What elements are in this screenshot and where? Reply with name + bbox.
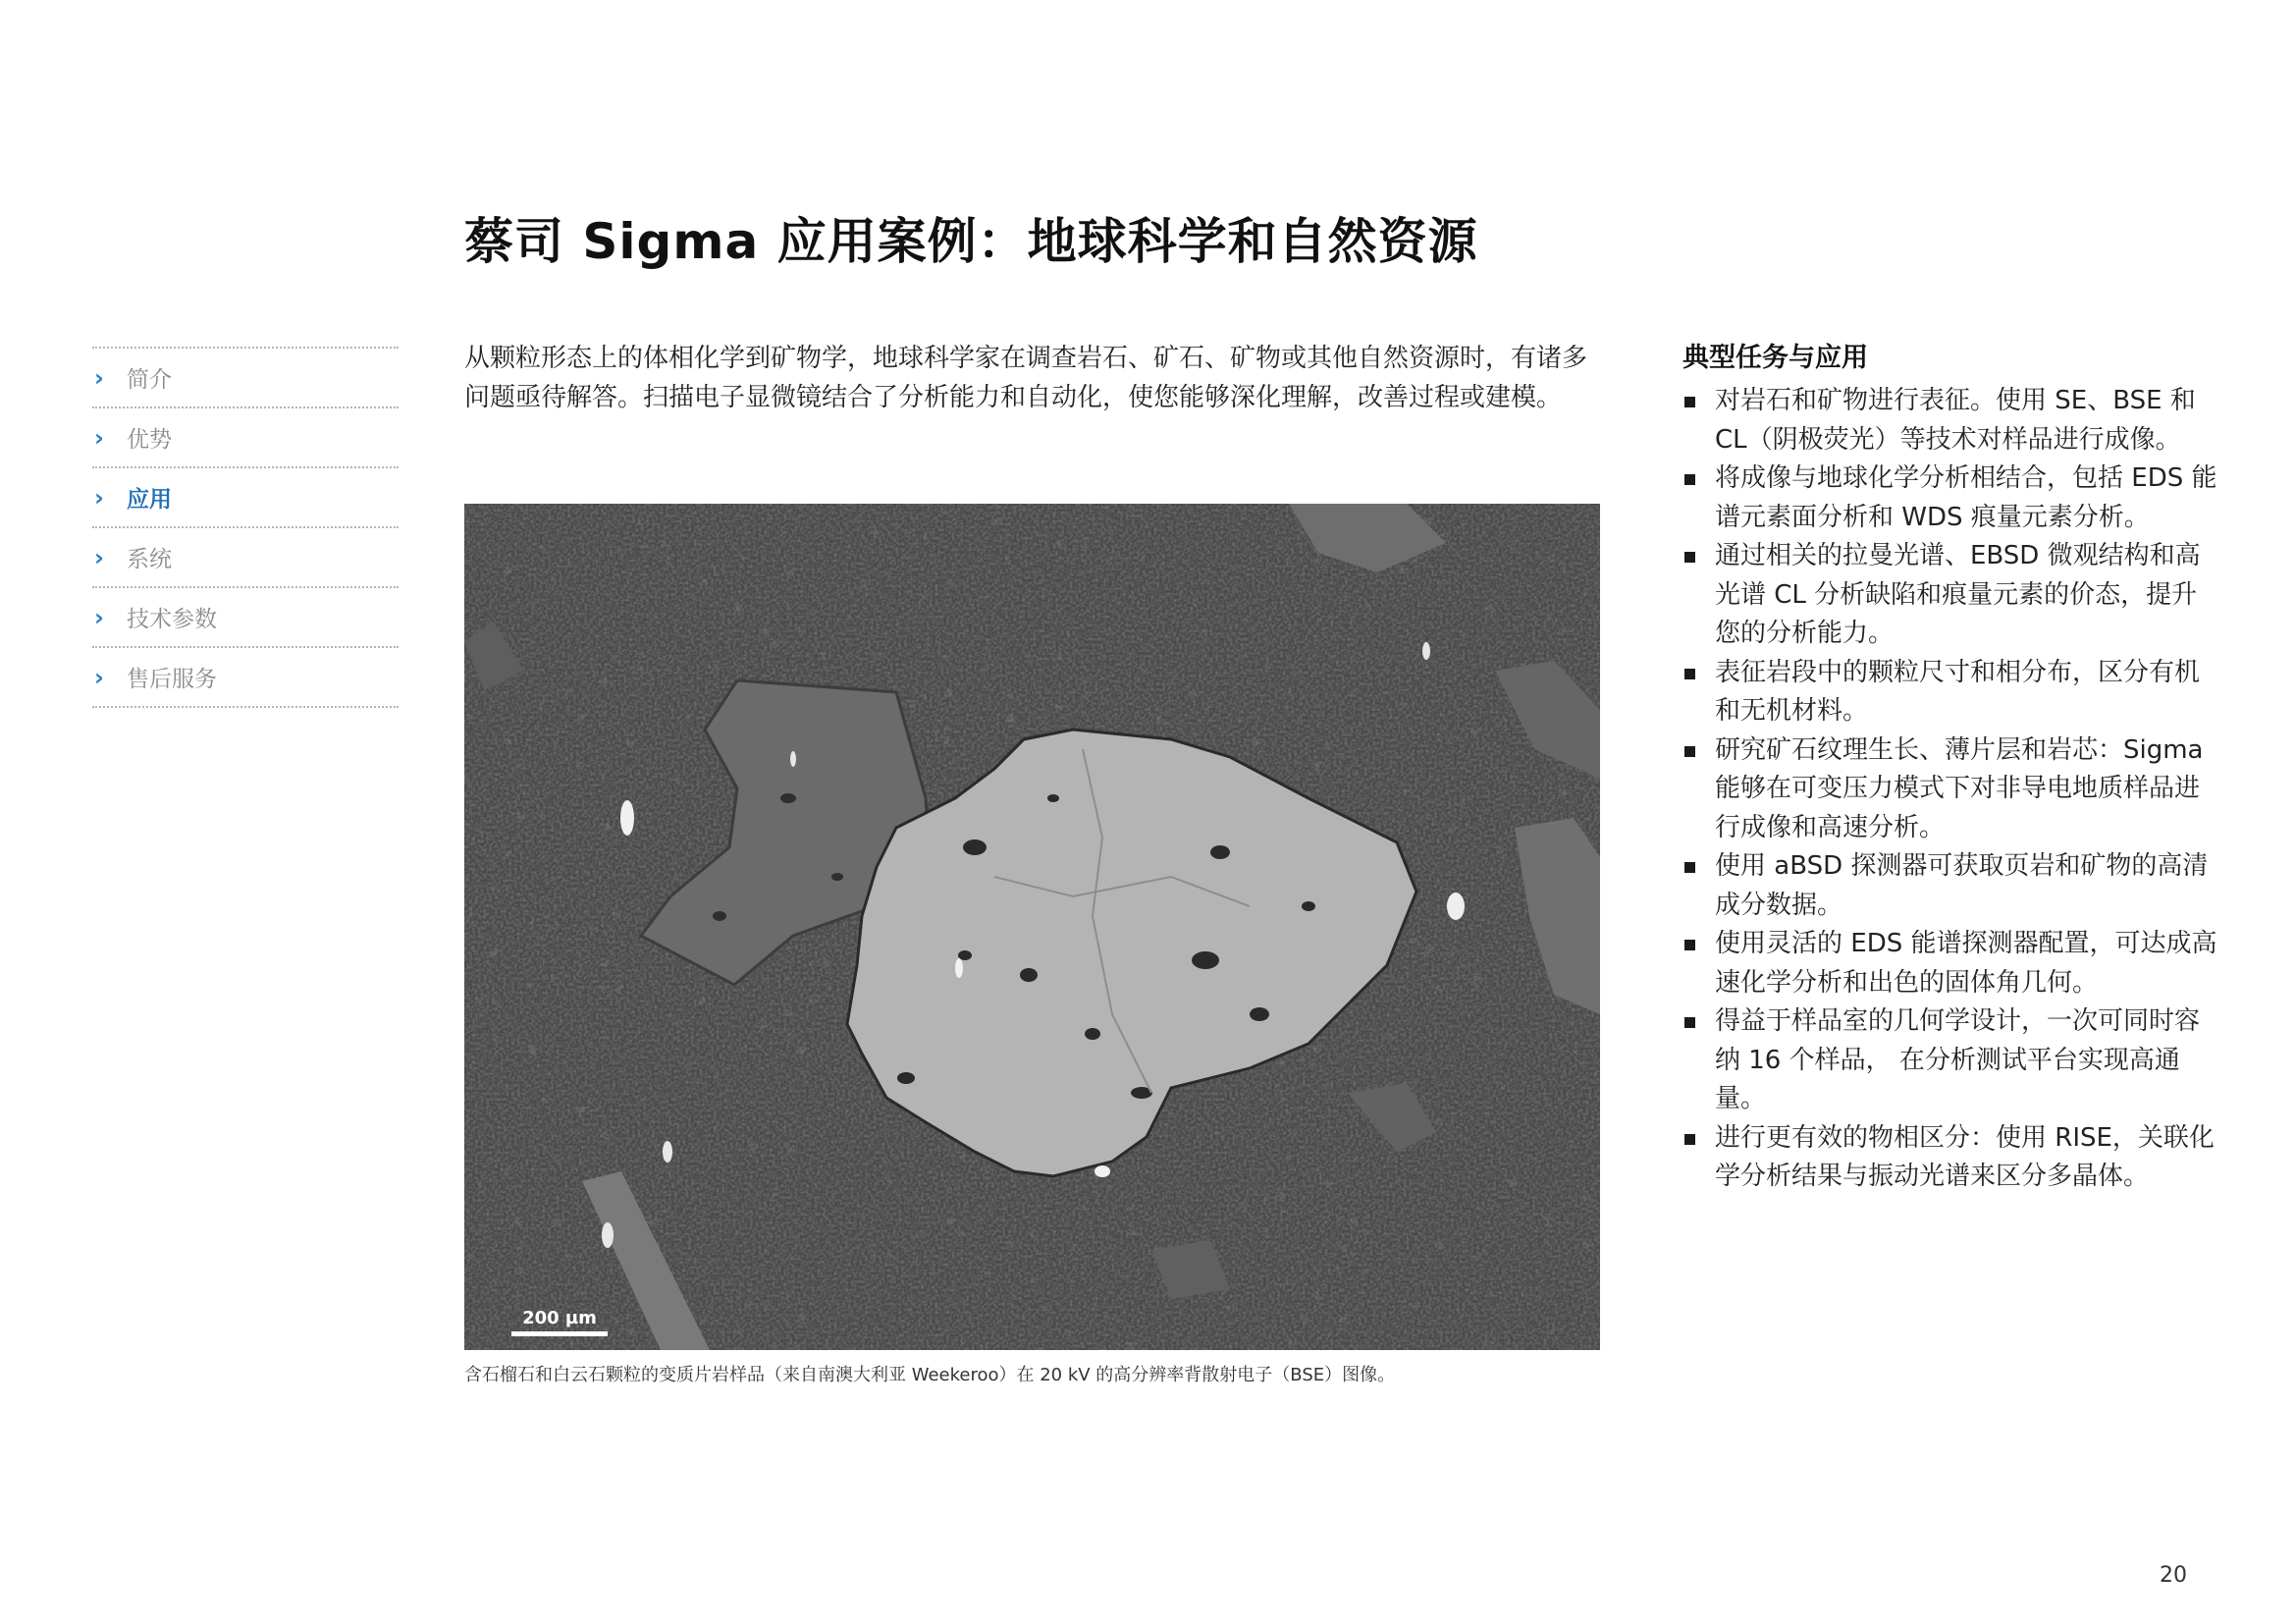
square-bullet-icon	[1684, 746, 1695, 757]
chevron-right-icon: ›	[94, 663, 104, 691]
list-item-text: 通过相关的拉曼光谱、EBSD 微观结构和高光谱 CL 分析缺陷和痕量元素的价态，提升您的分析能力。	[1715, 541, 2201, 648]
list-item	[1682, 925, 2217, 1002]
sem-micrograph	[464, 504, 1600, 1350]
nav-item-label: 简介	[127, 367, 172, 393]
list-item-text: 使用 aBSD 探测器可获取页岩和矿物的高清成分数据。	[1715, 851, 2209, 920]
nav-item-label: 技术参数	[127, 607, 217, 632]
chevron-right-icon: ›	[94, 363, 104, 392]
page-number: 20	[2160, 1563, 2187, 1588]
list-item-text: 研究矿石纹理生长、薄片层和岩芯：Sigma 能够在可变压力模式下对非导电地质样品进行成像和高速分析。	[1715, 734, 2204, 842]
section-nav	[92, 347, 399, 708]
nav-item-label: 应用	[127, 487, 172, 513]
nav-item-advantages[interactable]	[92, 406, 399, 466]
square-bullet-icon	[1684, 397, 1695, 407]
list-item-text: 对岩石和矿物进行表征。使用 SE、BSE 和 CL（阴极荧光）等技术对样品进行成像。	[1715, 386, 2196, 455]
list-item	[1682, 537, 2217, 654]
chevron-right-icon: ›	[94, 543, 104, 571]
micrograph-image	[464, 504, 1600, 1350]
nav-item-service[interactable]	[92, 646, 399, 708]
chevron-right-icon: ›	[94, 603, 104, 631]
square-bullet-icon	[1684, 552, 1695, 563]
scale-bar-label: 200 µm	[522, 1308, 597, 1328]
square-bullet-icon	[1684, 474, 1695, 485]
intro-paragraph: 从颗粒形态上的体相化学到矿物学，地球科学家在调查岩石、矿石、矿物或其他自然资源时，有诸多问题亟待解答。扫描电子显微镜结合了分析能力和自动化，使您能够深化理解，改善过程或建模。	[464, 344, 1588, 412]
list-item-text: 将成像与地球化学分析相结合，包括 EDS 能谱元素面分析和 WDS 痕量元素分析。	[1715, 463, 2217, 532]
list-item-text: 使用灵活的 EDS 能谱探测器配置，可达成高速化学分析和出色的固体角几何。	[1715, 929, 2217, 998]
tasks-list	[1682, 382, 2217, 1197]
chevron-right-icon: ›	[94, 423, 104, 452]
list-item	[1682, 1119, 2217, 1197]
list-item-text: 进行更有效的物相区分：使用 RISE，关联化学分析结果与振动光谱来区分多晶体。	[1715, 1122, 2215, 1191]
nav-item-system[interactable]	[92, 526, 399, 586]
nav-item-applications[interactable]	[92, 466, 399, 526]
nav-item-label: 优势	[127, 427, 172, 453]
square-bullet-icon	[1684, 1134, 1695, 1145]
list-item-text: 得益于样品室的几何学设计，一次可同时容纳 16 个样品， 在分析测试平台实现高通量。	[1715, 1006, 2201, 1113]
tasks-section	[1682, 339, 2217, 1197]
list-item	[1682, 847, 2217, 925]
square-bullet-icon	[1684, 1017, 1695, 1028]
page-title: 蔡司 Sigma 应用案例：地球科学和自然资源	[464, 212, 1478, 270]
square-bullet-icon	[1684, 940, 1695, 950]
list-item	[1682, 382, 2217, 460]
tasks-heading: 典型任务与应用	[1682, 343, 1868, 373]
nav-item-intro[interactable]	[92, 347, 399, 406]
nav-item-label: 售后服务	[127, 667, 217, 692]
square-bullet-icon	[1684, 669, 1695, 679]
square-bullet-icon	[1684, 862, 1695, 873]
list-item	[1682, 460, 2217, 537]
list-item-text: 表征岩段中的颗粒尺寸和相分布，区分有机和无机材料。	[1715, 657, 2201, 726]
list-item	[1682, 1002, 2217, 1119]
figure-caption: 含石榴石和白云石颗粒的变质片岩样品（来自南澳大利亚 Weekeroo）在 20 kV 的高分辨率背散射电子（BSE）图像。	[464, 1365, 1396, 1385]
chevron-right-icon: ›	[94, 483, 104, 512]
nav-item-specs[interactable]	[92, 586, 399, 646]
nav-item-label: 系统	[127, 547, 172, 572]
scale-bar-line	[511, 1331, 608, 1336]
scale-bar	[511, 1308, 608, 1336]
list-item	[1682, 731, 2217, 848]
list-item	[1682, 654, 2217, 731]
